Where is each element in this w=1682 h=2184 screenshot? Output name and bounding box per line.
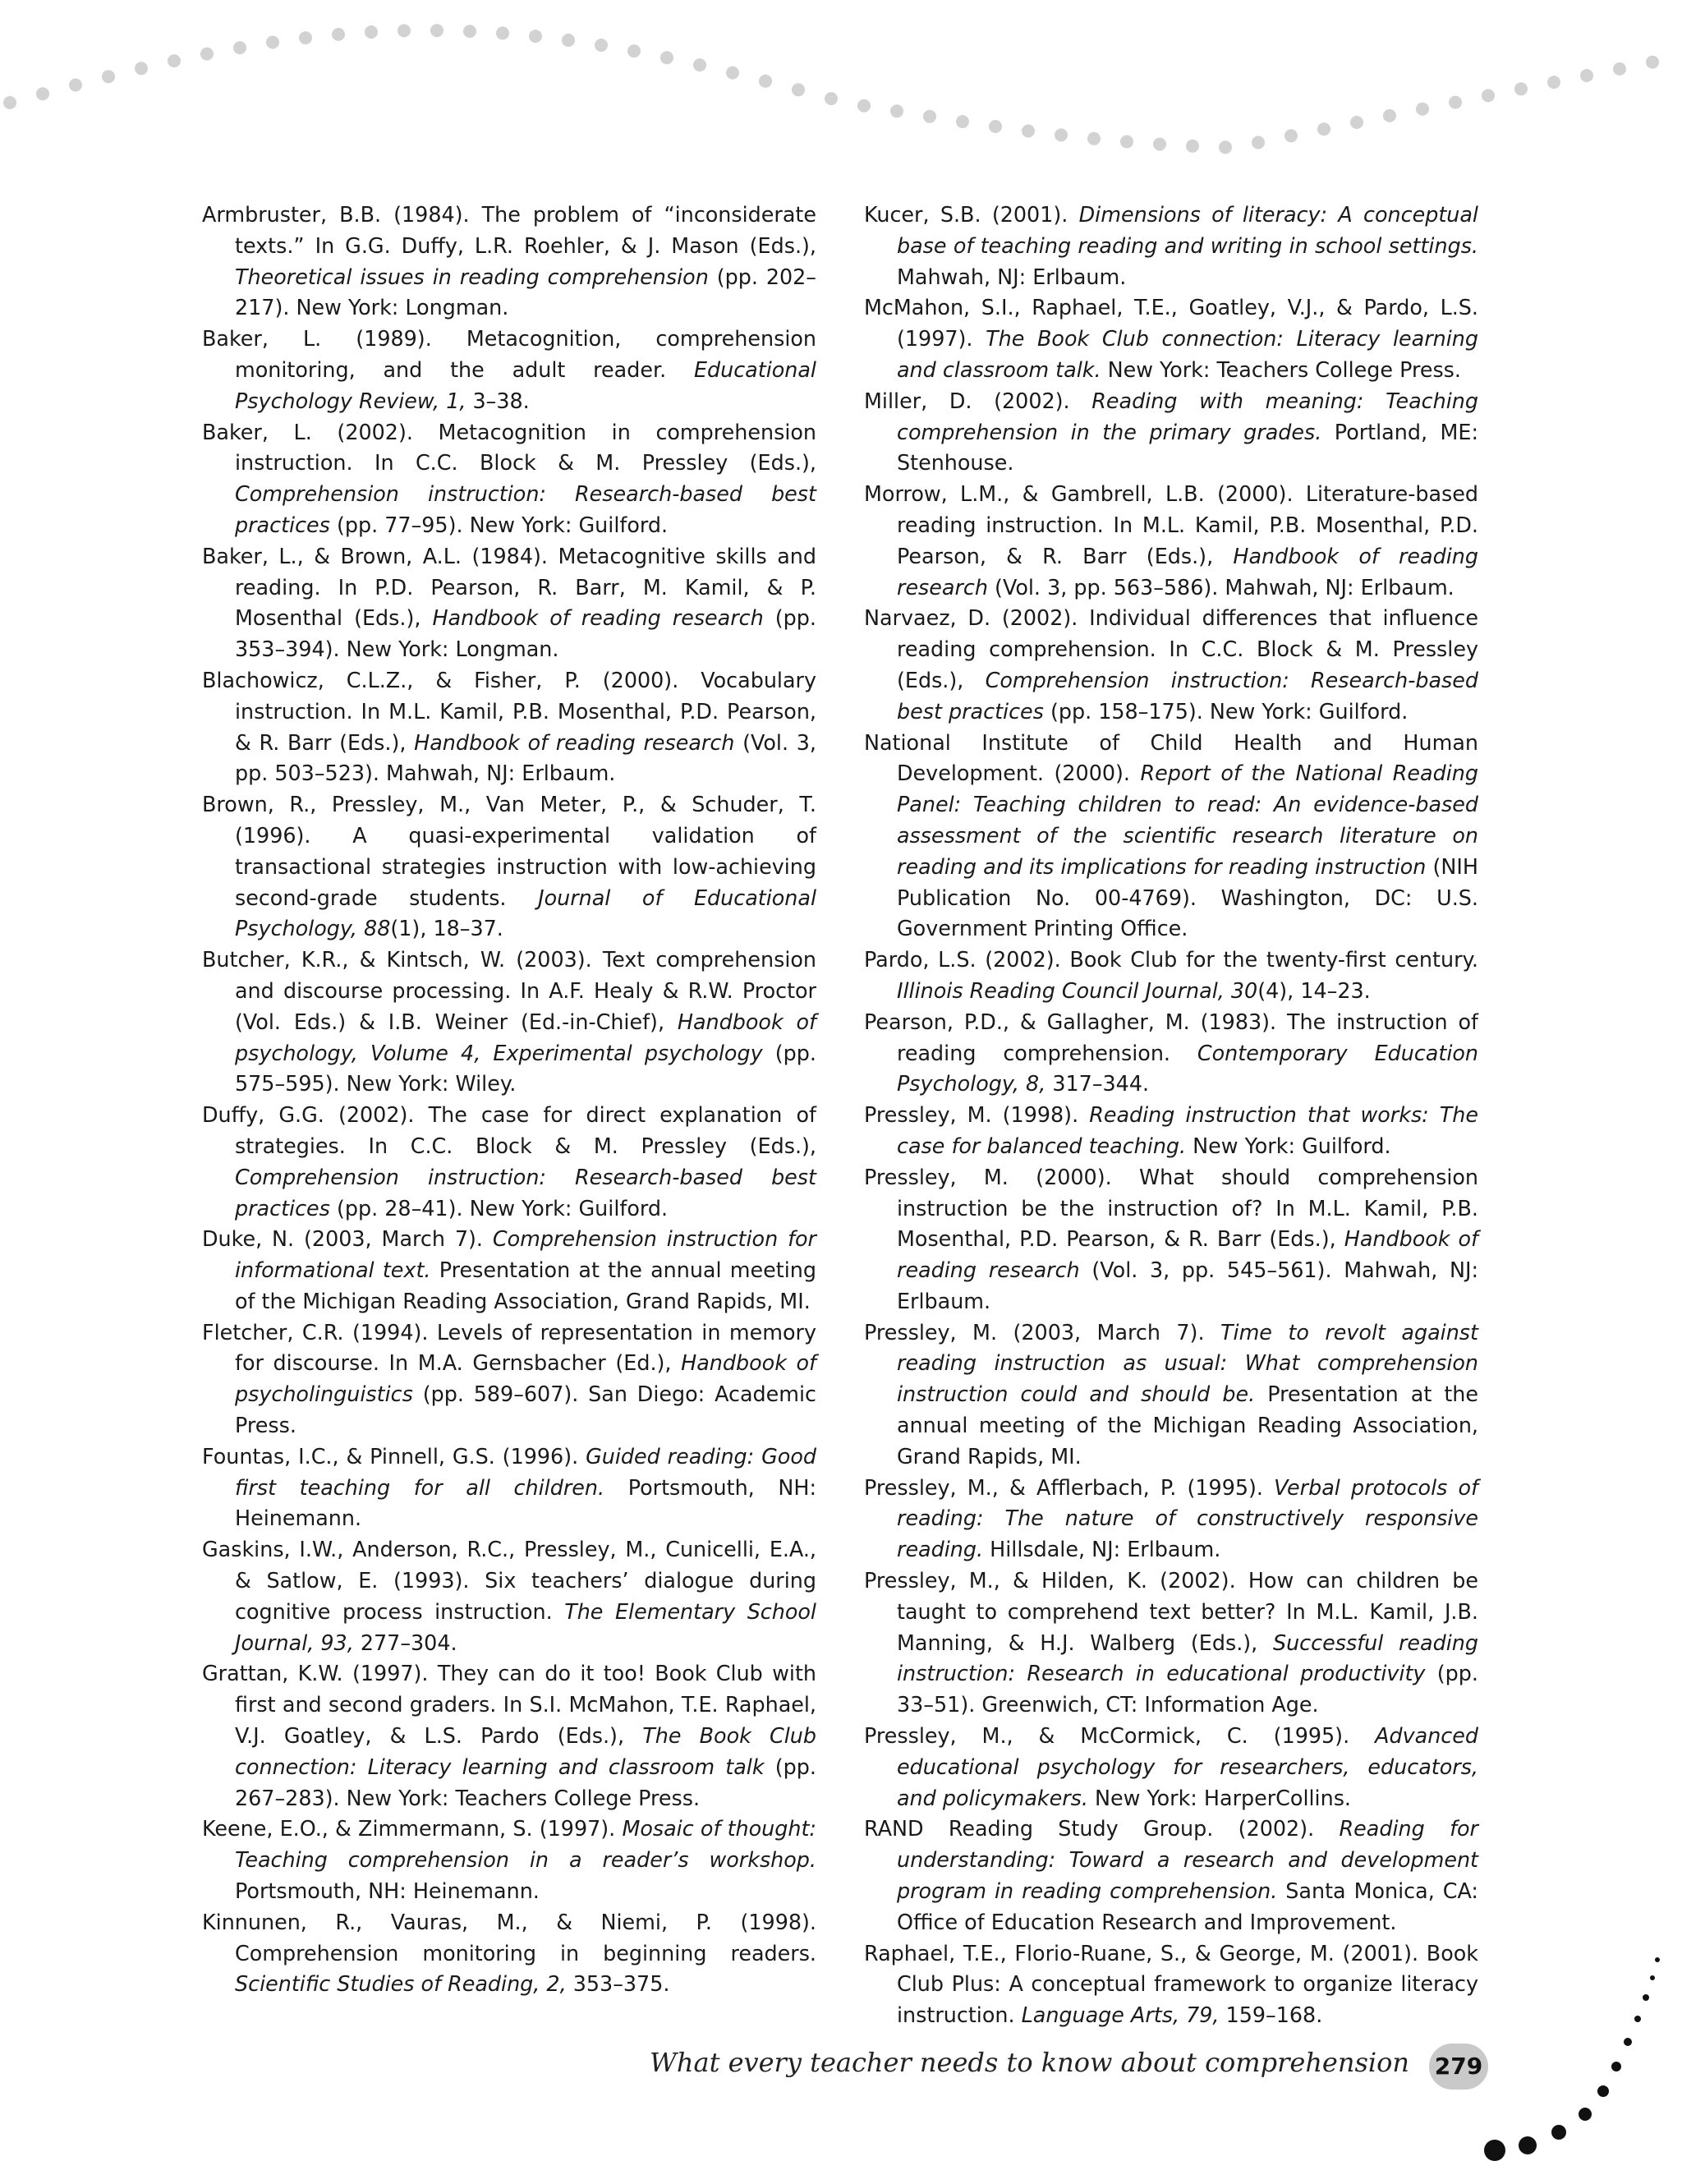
reference-entry: Kucer, S.B. (2001). Dimensions of literacy: A conceptual base of teaching reading and writing in school settings. Mahwah, NJ: Erlbaum.: [864, 202, 1478, 289]
ornament-dot: [1643, 1994, 1649, 2001]
ornament-dot: [1484, 2140, 1505, 2161]
page-number: 279: [1429, 2044, 1488, 2090]
ornament-dot: [1579, 2108, 1592, 2121]
decorative-dot: [1153, 138, 1166, 151]
ornament-dot: [1624, 2038, 1632, 2046]
reference-entry: Pearson, P.D., & Gallagher, M. (1983). The instruction of reading comprehension. Contemporary Education Psychology, 8, 317–344.: [864, 1009, 1479, 1097]
reference-entry: Pressley, M. (2000). What should comprehension instruction be the instruction of? In M.L. Kamil, P.B. Mosenthal, P.D. Pearson, & R. Barr (Eds.), Handbook of reading research (Vol. 3, pp. 545–561). Mahwah, NJ: Erlbaum.: [864, 1164, 1478, 1313]
decorative-dot: [365, 25, 378, 39]
decorative-dot: [1646, 56, 1659, 69]
decorative-dot: [1219, 140, 1232, 154]
decorative-dot: [398, 24, 411, 37]
decorative-dot: [562, 34, 575, 47]
reference-entry: Miller, D. (2002). Reading with meaning: Teaching comprehension in the primary grades. Portland, ME: Stenhouse.: [864, 388, 1478, 476]
ornament-dot: [1611, 2062, 1621, 2071]
reference-entry: Morrow, L.M., & Gambrell, L.B. (2000). Literature-based reading instruction. In M.L. Kamil, P.B. Mosenthal, P.D. Pearson, & R. Barr (Eds.), Handbook of reading research (Vol. 3, pp. 563–586). Mahwah, NJ: Erlbaum.: [864, 481, 1478, 600]
decorative-dot: [890, 104, 903, 117]
decorative-dot: [627, 44, 641, 57]
ornament-dot: [1519, 2136, 1537, 2154]
reference-entry: Baker, L. (1989). Metacognition, comprehension monitoring, and the adult reader. Educational Psychology Review, 1, 3–38.: [202, 326, 816, 413]
decorative-dot: [1580, 69, 1593, 82]
reference-entry: Pressley, M., & McCormick, C. (1995). Advanced educational psychology for researchers, educators, and policymakers. New York: HarperCollins.: [864, 1723, 1478, 1810]
decorative-dot: [1416, 103, 1429, 116]
decorative-dot: [660, 51, 673, 64]
decorative-dot: [693, 58, 706, 71]
reference-entry: Baker, L. (2002). Metacognition in comprehension instruction. In C.C. Block & M. Pressley (Eds.), Comprehension instruction: Research-based best practices (pp. 77–95). New York: Guilford.: [202, 419, 816, 537]
decorative-dot: [496, 26, 509, 39]
ornament-dot: [1597, 2085, 1609, 2097]
reference-entry: Duke, N. (2003, March 7). Comprehension instruction for informational text. Presentation at the annual meeting of the Michigan Reading Association, Grand Rapids, MI.: [202, 1226, 816, 1313]
decorative-dot: [1022, 125, 1035, 138]
reference-entry: Grattan, K.W. (1997). They can do it too! Book Club with first and second graders. In S.I. McMahon, T.E. Raphael, V.J. Goatley, & L.S. Pardo (Eds.), The Book Club connection: Literacy learning and classroom talk (pp. 267–283). New York: Teachers College Press.: [202, 1661, 816, 1810]
decorative-dot: [1449, 96, 1462, 109]
decorative-dot: [1547, 76, 1560, 89]
decorative-dot: [956, 115, 969, 128]
reference-entry: McMahon, S.I., Raphael, T.E., Goatley, V.J., & Pardo, L.S. (1997). The Book Club connection: Literacy learning and classroom talk. New York: Teachers College Press.: [864, 295, 1478, 382]
decorative-dot: [36, 87, 49, 100]
reference-entry: Keene, E.O., & Zimmermann, S. (1997). Mosaic of thought: Teaching comprehension in a reader’s workshop. Portsmouth, NH: Heinemann.: [202, 1816, 816, 1904]
reference-entry: Baker, L., & Brown, A.L. (1984). Metacognitive skills and reading. In P.D. Pearson, R. Barr, M. Kamil, & P. Mosenthal (Eds.), Handbook of reading research (pp. 353–394). New York: Longman.: [202, 543, 816, 662]
decorative-dot: [332, 28, 345, 41]
ornament-dot: [1551, 2125, 1566, 2140]
reference-entry: Blachowicz, C.L.Z., & Fisher, P. (2000). Vocabulary instruction. In M.L. Kamil, P.B. Mosenthal, P.D. Pearson, & R. Barr (Eds.), Handbook of reading research (Vol. 3, pp. 503–523). Mahwah, NJ: Erlbaum.: [202, 667, 816, 786]
reference-entry: Butcher, K.R., & Kintsch, W. (2003). Text comprehension and discourse processing. In A.F. Healy & R.W. Proctor (Vol. Eds.) & I.B. Weiner (Ed.-in-Chief), Handbook of psychology, Volume 4, Experimental psychology (pp. 575–595). New York: Wiley.: [202, 947, 816, 1097]
decorative-dot: [792, 83, 805, 96]
reference-entry: Brown, R., Pressley, M., Van Meter, P., & Schuder, T. (1996). A quasi-experimental validation of transactional strategies instruction with low-achieving second-grade students. Journal of Educational Psychology, 88(1), 18–37.: [202, 792, 816, 941]
decorative-dot: [102, 70, 115, 83]
reference-entry: Pardo, L.S. (2002). Book Club for the twenty-first century. Illinois Reading Council Journal, 30(4), 14–23.: [864, 947, 1478, 1003]
reference-entry: Fountas, I.C., & Pinnell, G.S. (1996). Guided reading: Good first teaching for all children. Portsmouth, NH: Heinemann.: [202, 1443, 816, 1531]
decorative-dot: [1613, 62, 1626, 76]
decorative-dot: [1252, 136, 1265, 149]
reference-entry: RAND Reading Study Group. (2002). Reading for understanding: Toward a research and development program in reading comprehension. Santa Monica, CA: Office of Education Research and Improvement.: [864, 1816, 1478, 1934]
decorative-dot: [200, 48, 214, 61]
decorative-dot: [1514, 82, 1528, 95]
decorative-dot: [759, 75, 772, 88]
reference-entry: Duffy, G.G. (2002). The case for direct explanation of strategies. In C.C. Block & M. Pressley (Eds.), Comprehension instruction: Research-based best practices (pp. 28–41). New York: Guilford.: [202, 1102, 816, 1221]
decorative-dot: [825, 92, 838, 105]
decorative-dot: [266, 36, 279, 49]
decorative-dot: [1482, 89, 1495, 102]
reference-entry: Narvaez, D. (2002). Individual differences that influence reading comprehension. In C.C. Block & M. Pressley (Eds.), Comprehension instruction: Research-based best practices (pp. 158–175). New York: Guilford.: [864, 605, 1478, 724]
decorative-dot: [3, 96, 16, 109]
decorative-dot: [1350, 116, 1363, 129]
reference-entry: Pressley, M., & Afflerbach, P. (1995). Verbal protocols of reading: The nature of constructively responsive reading. Hillsdale, NJ: Erlbaum.: [864, 1474, 1478, 1562]
ornament-dot: [1634, 2016, 1641, 2022]
decorative-dot: [1186, 140, 1199, 153]
ornament-dot: [1650, 1975, 1655, 1980]
decorative-dot: [1120, 136, 1133, 149]
decorative-dot: [69, 79, 82, 92]
decorative-dot: [135, 62, 148, 75]
decorative-dot: [1317, 122, 1330, 136]
reference-entry: Pressley, M. (2003, March 7). Time to revolt against reading instruction as usual: What comprehension instruction could and should be. Presentation at the annual meeting of the Michigan Reading Association, Grand Rapids, MI.: [864, 1319, 1479, 1469]
references-column-left: [202, 200, 816, 2000]
running-footer-title: What every teacher needs to know about comprehension: [649, 2047, 1409, 2078]
decorative-dot: [989, 120, 1002, 133]
decorative-dot: [1087, 132, 1101, 145]
reference-entry: Pressley, M., & Hilden, K. (2002). How can children be taught to comprehend text better? In M.L. Kamil, J.B. Manning, & H.J. Walberg (Eds.), Successful reading instruction: Research in educational productivity (pp. 33–51). Greenwich, CT: Information Age.: [864, 1568, 1478, 1717]
decorative-dot: [299, 31, 312, 44]
ornament-dot: [1655, 1957, 1660, 1962]
reference-entry: Armbruster, B.B. (1984). The problem of “inconsiderate texts.” In G.G. Duffy, L.R. Roehler, & J. Mason (Eds.), Theoretical issues in reading comprehension (pp. 202–217). New York: Longman.: [202, 202, 817, 320]
references-column-right: [864, 200, 1478, 2031]
decorative-dot: [1383, 109, 1396, 122]
decorative-dot: [233, 41, 246, 54]
decorative-dot: [923, 110, 936, 123]
decorative-dot: [1055, 128, 1068, 141]
reference-entry: Gaskins, I.W., Anderson, R.C., Pressley, M., Cunicelli, E.A., & Satlow, E. (1993). Six teachers’ dialogue during cognitive process instruction. The Elementary School Journal, 93, 277–304.: [202, 1537, 816, 1655]
decorative-dot: [430, 24, 443, 37]
decorative-dot: [168, 54, 181, 67]
decorative-dot: [463, 25, 476, 38]
decorative-dot: [529, 30, 542, 43]
reference-entry: Fletcher, C.R. (1994). Levels of representation in memory for discourse. In M.A. Gernsbacher (Ed.), Handbook of psycholinguistics (pp. 589–607). San Diego: Academic Press.: [202, 1319, 817, 1438]
reference-entry: Raphael, T.E., Florio-Ruane, S., & George, M. (2001). Book Club Plus: A conceptual framework to organize literacy instruction. Language Arts, 79, 159–168.: [864, 1940, 1478, 2028]
decorative-dot: [595, 39, 608, 52]
decorative-dot: [857, 99, 871, 113]
reference-entry: Pressley, M. (1998). Reading instruction that works: The case for balanced teaching. New York: Guilford.: [864, 1102, 1478, 1158]
reference-entry: National Institute of Child Health and Human Development. (2000). Report of the National Reading Panel: Teaching children to read: An evidence-based assessment of the scientific research literature on reading and its implications for reading instruction (NIH Publication No. 00-4769). Washington, DC: U.S. Government Printing Office.: [864, 729, 1478, 941]
dotted-wave-border: [0, 0, 1682, 214]
reference-entry: Kinnunen, R., Vauras, M., & Niemi, P. (1998). Comprehension monitoring in beginning readers. Scientific Studies of Reading, 2, 353–375.: [202, 1909, 816, 1997]
decorative-dot: [1284, 129, 1298, 142]
decorative-dot: [726, 67, 739, 80]
